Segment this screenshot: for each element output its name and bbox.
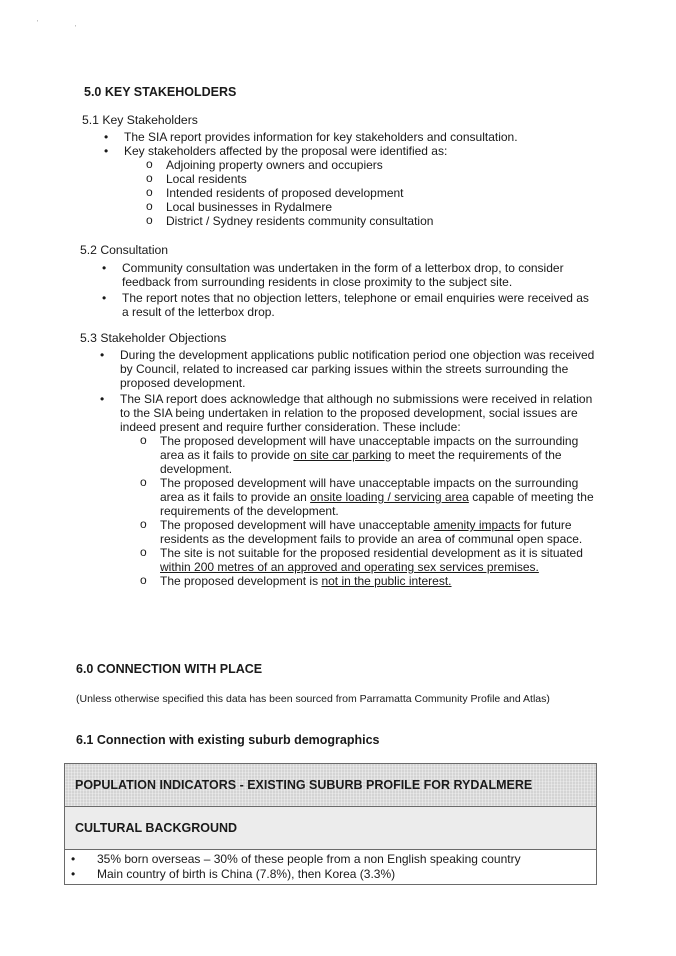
objection-item: o The proposed development is not in the public interest. [140,574,595,588]
list-item: • The report notes that no objection letters, telephone or email enquiries were received as a result of the letterbox drop. [102,291,597,319]
table-row: • Main country of birth is China (7.8%), then Korea (3.3%) [71,867,596,882]
list-item [104,144,604,228]
demographics-table [64,763,597,885]
sub-list-item: o Adjoining property owners and occupiers [146,158,604,172]
sub-list-item: o Local residents [146,172,604,186]
sub-list-item: o Local businesses in Rydalmere [146,200,604,214]
table-row: • 35% born overseas – 30% of these people from a non English speaking country [71,852,596,867]
list-item-text: The SIA report does acknowledge that although no submissions were received in relation to the SIA being undertaken in relation to the proposed development, social issues are indeed present and require further consideration. These include: [120,392,593,434]
section-5-3-body [100,348,595,588]
section-6-heading: 6.0 CONNECTION WITH PLACE [76,662,263,676]
scan-mark: ' [37,20,39,27]
objection-item: o The proposed development will have unacceptable amenity impacts for future residents as the development fails to provide an area of communal open space. [140,518,595,546]
objection-item: o The site is not suitable for the proposed residential development as it is situated within 200 metres of an approved and operating sex services premises. [140,546,595,574]
section-5-1-heading: 5.1 Key Stakeholders [82,113,198,127]
list-item: • Community consultation was undertaken in the form of a letterbox drop, to consider feedback from surrounding residents in close proximity to the subject site. [102,261,597,289]
objection-item: o The proposed development will have unacceptable impacts on the surrounding area as it fails to provide an onsite loading / servicing area capable of meeting the requirements of the development. [140,476,595,518]
table-header: POPULATION INDICATORS - EXISTING SUBURB PROFILE FOR RYDALMERE [75,778,533,792]
list-item: • During the development applications public notification period one objection was received by Council, related to increased car parking issues within the streets surrounding the proposed development. [100,348,595,390]
list-item [100,392,595,588]
section-5-heading: 5.0 KEY STAKEHOLDERS [84,85,237,99]
table-body-row [65,850,596,884]
objection-item: o The proposed development will have unacceptable impacts on the surrounding area as it fails to provide on site car parking to meet the requirements of the development. [140,434,595,476]
table-subheader: CULTURAL BACKGROUND [75,821,238,835]
list-item: • The SIA report provides information for key stakeholders and consultation. [104,130,604,144]
sub-list-item: o District / Sydney residents community consultation [146,214,604,228]
section-5-2-heading: 5.2 Consultation [80,243,169,257]
scan-mark: ' [75,25,77,32]
source-note: (Unless otherwise specified this data has been sourced from Parramatta Community Profile and Atlas) [76,693,550,705]
section-5-1-body [104,130,604,228]
section-6-1-heading: 6.1 Connection with existing suburb demographics [76,733,380,747]
table-header-row [65,764,596,807]
section-5-2-body [102,261,597,319]
sub-list-item: o Intended residents of proposed development [146,186,604,200]
section-5-3-heading: 5.3 Stakeholder Objections [80,331,227,345]
table-subheader-row [65,807,596,850]
list-item-text: Key stakeholders affected by the proposal were identified as: [124,144,448,158]
